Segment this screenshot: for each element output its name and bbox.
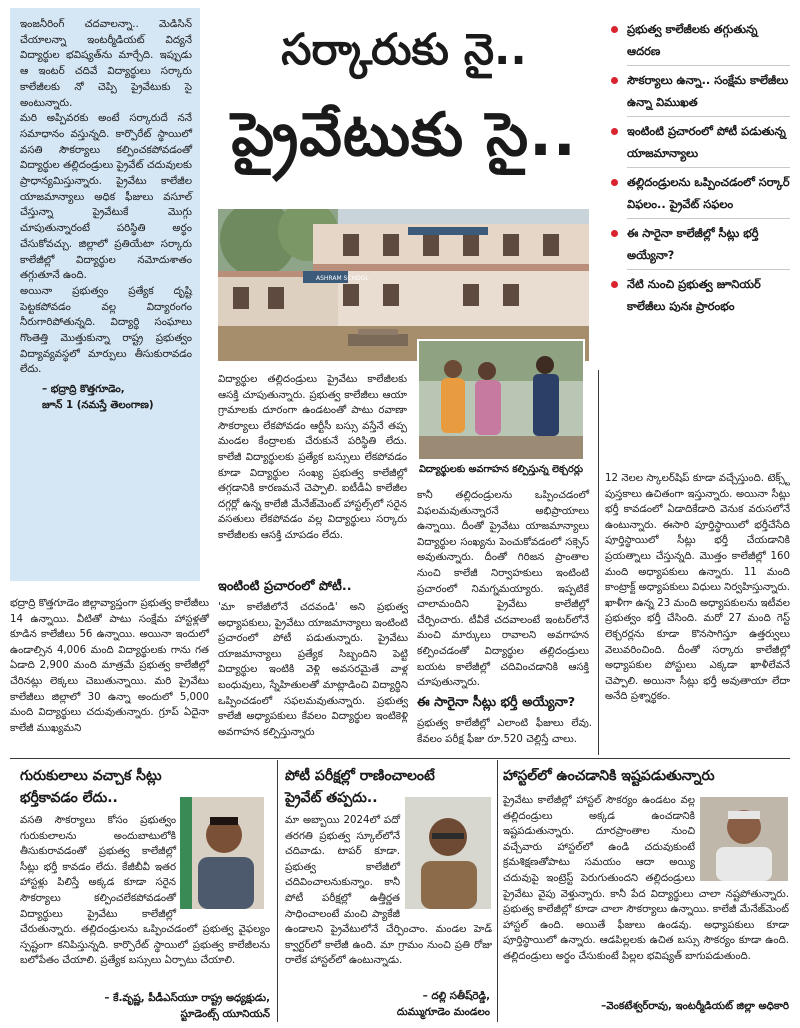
highlight-item — [605, 18, 790, 62]
quote-signature-1 — [20, 990, 270, 1022]
left-box-paragraph: ఇంజనీరింగ్ చదవాలన్నా.. మెడిసిన్ చేయాలన్నా ఇంటర్మీడియట్ విద్యనే విద్యార్థుల భవిష్యత్‌ను మార్చేది. ఇప్పుడు ఆ ఇంటర్ చదివే విద్యార్థులు సర్కారు కాలేజీలకు నో చెప్పి ప్రైవేటుకు సై అంటున్నారు. — [20, 18, 192, 109]
left-box-text — [20, 17, 192, 378]
quote-body-2 — [285, 813, 492, 973]
highlight-text: ఇంటింటి ప్రచారంలో పోటీ పడుతున్న యాజమాన్యాలు — [627, 124, 786, 160]
left-box-signature — [20, 382, 192, 413]
subhead-door-to-door — [218, 578, 408, 596]
headline — [210, 8, 598, 203]
highlight-text: ప్రభుత్వ కాలేజీలకు తగ్గుతున్న ఆదరణ — [627, 22, 758, 58]
headline-line1: సర్కారుకు నై.. — [281, 25, 527, 75]
article-column-middle: కానీ తల్లిదండ్రులను ఒప్పించడంలో విఫలమవుతున్నారనే అభిప్రాయాలు ఉన్నాయి. దీంతో ప్రైవేటు యాజమాన్యాలు విద్యార్థుల సంఖ్యను పెంచుకోవడంలో సక్సెస్ అవుతున్నారు. దీంతో గిరిజన ప్రాంతాల నుంచి కాలేజీ నిర్వాహకులు ఇంటింటి ప్రచారంలో నిమగ్నమయ్యారు. ఇప్పటికే చాలామందిని ప్రైవేటు కాలేజీల్లో చేర్పించారు. టీవీకే చదవాలంటే ఇంటర్‌లోనే మంచి మార్కులు రావాలని అవగాహన కల్పించడంతో విద్యార్థుల తల్లిదండ్రులు బయట కాలేజీల్లో చదివించడానికి ఆసక్తి చూపుతున్నారు. — [417, 490, 589, 689]
highlight-text: ఈ సారైనా కాలేజీల్లో సీట్లు భర్తీ అయ్యేనా? — [627, 226, 759, 262]
left-box-paragraph: మరి అప్పివరకు అంటే సర్కారుదే ననే సమాధానం వస్తున్నది. కార్పొరేట్ స్థాయిలో వసతి సౌకర్యాలు కల్పించకపోవడంతో విద్యార్థుల తల్లిదండ్రులు ప్రైవేట్ చదువులకు ప్రాధాన్యమిస్తున్నారు. ప్రైవేటు కాలేజీల యాజమాన్యాలు అధిక ఫీజులు వసూల్ చేస్తున్నా ప్రైవేటుకే మొగ్గు చూపుతున్నారంటే పరిస్థితి అర్థం చేసుకోవచ్చు. జిల్లాలో ప్రతియేటా సర్కారు కాలేజీల్లో విద్యార్థుల నమోదుశాతం తగ్గుతూనే ఉంది. — [20, 112, 192, 282]
subhead-title: ఇంటింటి ప్రచారంలో పోటీ.. — [218, 579, 352, 594]
quote-title-line1: పోటీ పరీక్షల్లో రాణించాలంటే — [285, 768, 435, 784]
highlight-text: తల్లిదండ్రులను ఒప్పించడంలో సర్కార్ విఫలం.. ప్రైవేట్ సఫలం — [627, 175, 790, 211]
quote-title-line1: గురుకులాలు వచ్చాక సీట్లు — [20, 768, 162, 784]
article-column-lower-right: ప్రభుత్వ కాలేజీల్లో ఎలాంటి ఫీజులు లేవు. కేవలం పరీక్ష ఫీజు రూ.520 చెల్లిస్తే చాలు. — [417, 718, 592, 745]
left-sidebar-box — [10, 8, 200, 581]
quote-signature-line2: దుమ్ముగూడెం మండలం — [396, 1006, 490, 1018]
red-bullet-icon — [611, 128, 618, 135]
article-column-lower-middle: 'మా కాలేజీలోనే చదవండి' అని ప్రభుత్వ అధ్యాపకులు, ప్రైవేటు యాజమాన్యాలు ఇంటింటి ప్రచారంలో పోటీ పడుతున్నారు. ప్రైవేటు యాజమాన్యాలు ప్రత్యేక సిబ్బందిని పెట్టి విద్యార్థుల ఇంటికి వెళ్లి అవసరమైతే వాళ్ల బంధువులు, స్నేహితులతో మాట్లాడించి విద్యార్థిని ఒప్పించడంలో సఫలమవుతున్నారు. ప్రభుత్వ కాలేజీ అధ్యాపకులు కేవలం విద్యార్థుల ఇంటికెళ్లి అవగాహన కల్పిస్తున్నారు — [218, 602, 408, 738]
quote-body-text: వసతి సౌకర్యాలు కోసం ప్రభుత్వం గురుకులాలను అందుబాటులోకి తీసుకురావడంతో ప్రభుత్వ కాలేజీల్లో సీట్లు భర్తీ కావడం లేదు. కేజీబీవీ ఇతర హాస్టళ్లు పిలిస్తే అక్కడ కూడా సరైన సౌకర్యాలు కల్పించలేకపోవడంతో విద్యార్థులు ప్రైవేటు కాలేజీల్లో చేరుతున్నారు. తల్లిదండ్రులను ఒప్పించడంలో ప్రభుత్వ వైఫల్యం స్పష్టంగా కనిపిస్తున్నది. కార్పొరేట్ స్థాయిలో ప్రభుత్వ కాలేజీలను బలోపేతం చేయాలి. ప్రత్యేక బస్సులు ఏర్పాటు చేయాలి. — [20, 815, 270, 967]
lecturers-students-photo — [417, 339, 585, 461]
school-sign-text: ASHRAM SCHOOL — [316, 275, 369, 282]
article-column-left: విద్యార్థుల తల్లిదండ్రులు ప్రైవేటు కాలేజీలకు ఆసక్తి చూపుతున్నారు. ప్రభుత్వ కాలేజీలు ఆయా గ్రామాలకు దూరంగా ఉండటంతో పాటు రవాణా సౌకర్యాలు లేకపోవడం ఆర్టీసీ బస్సు వస్తేనే తప్ప మండల కేంద్రాలకు చేరుకునే పరిస్థితి లేదు. కాలేజీ విద్యార్థులకు ప్రత్యేక బస్సులు లేకపోవడం కూడా విద్యార్థుల సంఖ్య ప్రభుత్వ కాలేజీల్లో తగ్గడానికి కారణమనే చెప్పాలి. ఐటీడీఏ కాలేజీల దగ్గర్లో ఉన్న కాలేజీ మేనేజ్‌మెంట్ హాస్టల్స్‌లో సరైన వసతులు లేకపోవడం వల్ల విద్యార్థులు సర్కారు కాలేజీలకు ఆసక్తి చూపడం లేదు. — [218, 374, 407, 541]
red-bullet-icon — [611, 77, 618, 84]
red-bullet-icon — [611, 281, 618, 288]
left-box-signature-line1: – భద్రాద్రి కొత్తగూడెం, — [42, 383, 125, 396]
left-box-paragraph: అయినా ప్రభుత్వం ప్రత్యేక దృష్టి పెట్టకపోవడం వల్ల విద్యారంగం నీరుగారిపోతున్నది. విద్యార్థి సంఘాలు గొంతెత్తి మొత్తుకున్నా రాష్ట్ర ప్రభుత్వం విద్యావ్యవస్థలో మార్పులు తీసుకురావడం లేదు. — [20, 284, 192, 376]
highlight-text: నేటి నుంచి ప్రభుత్వ జూనియర్ కాలేజీలు పునః ప్రారంభం — [627, 277, 761, 313]
article-column-right: 12 నెలల స్కాలర్‌షిప్ కూడా వచ్చేస్తుంది. టెక్స్ట్ పుస్తకాలు ఉచితంగా ఇస్తున్నారు. అయినా సీట్లు భర్తీ కావడంలో ఏడాదికేడాది వెనుక వరుసలోనే ఉంటున్నారు. ఈసారి పూర్తిస్థాయిలో భర్తీచేసేది పూర్తిస్థాయిలో సీట్లు భర్తీ చేయడానికి ప్రయత్నాలు చేస్తున్నది. మొత్తం కాలేజీల్లో 160 మంది అధ్యాపకులు ఉన్నారు. 11 మంది కాంట్రాక్ట్ అధ్యాపకులు విధులు నిర్వహిస్తున్నారు. ఖాళీగా ఉన్న 23 మంది అధ్యాపకులను ఇటీవల ప్రభుత్వం భర్తీ చేసింది. మరో 27 మంది గెస్ట్ లెక్చరర్లను కూడా కొనసాగిస్తూ ఉత్తర్వులు వెలువరించింది. దీంతో సర్కారు కాలేజీల్లో అధ్యాపకుల పోస్టులు ఎక్కడా ఖాళీలేవనే చెప్పాలి. అయినా సీట్లు భర్తీ అవుతాయా లేదా అనేది ప్రశ్నార్థకం. — [605, 473, 790, 703]
subhead-title: ఈ సారైనా సీట్లు భర్తీ అయ్యేనా? — [417, 695, 576, 710]
article-column-lower-left: భద్రాద్రి కొత్తగూడెం జిల్లావ్యాప్తంగా ప్రభుత్వ కాలేజీలు 14 ఉన్నాయి. వీటితో పాటు సంక్షేమ హాస్టళ్లతో కూడిన కాలేజీలు 56 ఉన్నాయి. అయినా ఇందులో ఉండాల్సిన 4,006 మంది విద్యార్థులకు గాను గత ఏడాది 2,900 మంది మాత్రమే ప్రభుత్వ కాలేజీల్లో చేరినట్లు లెక్కలు చెబుతున్నాయి. మరి ప్రైవేటు కాలేజీలు జిల్లాలో 30 ఉన్నా అందులో 5,000 మంది విద్యార్థులు చదువుతున్నారు. గ్రూప్ ఏదైనా కాలేజీ ముఖ్యమని — [10, 598, 209, 734]
red-bullet-icon — [611, 26, 618, 33]
quote-body-1 — [20, 813, 270, 990]
quote-signature-line2: స్టూడెంట్స్ యూనియన్ — [180, 1008, 270, 1020]
quote-signature-line1: –వెంకటేశ్వర్‌రావు, ఇంటర్మీడియట్ జిల్లా అధికారి — [601, 1000, 789, 1012]
quote-signature-2 — [285, 988, 490, 1020]
quote-body-text: మా అబ్బాయి 2024లో పదో తరగతి ప్రభుత్వ స్కూల్‌లోనే చదివాడు. టాపర్‌ కూడా. ప్రభుత్వ కాలేజీలో చదివించాలనుకున్నాం. కానీ పోటీ పరీక్షల్లో ఉత్తీర్ణత సాధించాలంటే మంచి ప్యాకేజీ ఉండాలని ప్రైవేటులోనే చేర్పించాం. మండల హెడ్ క్వార్టర్‌లో కాలేజీ ఉంది. మా గ్రామం నుంచి ప్రతి రోజు రాలేక హాస్టల్‌లో ఉంటున్నాడు. — [285, 815, 492, 967]
highlight-item — [605, 69, 790, 113]
highlight-item — [605, 120, 790, 164]
quote-box-3 — [503, 765, 791, 787]
subhead-seats — [417, 694, 592, 712]
highlight-text: సౌకర్యాలు ఉన్నా.. సంక్షేమ కాలేజీలు ఉన్నా విముఖత — [627, 73, 789, 109]
highlight-item — [605, 171, 790, 215]
quote-body-3 — [503, 793, 789, 991]
left-box-signature-line2: జూన్ 1 (నమస్తే తెలంగాణ) — [42, 398, 154, 411]
red-bullet-icon — [611, 230, 618, 237]
red-bullet-icon — [611, 179, 618, 186]
quote-body-text: ప్రైవేటు కాలేజీల్లో హాస్టల్ సౌకర్యం ఉండటం వల్ల తల్లిదండ్రులు అక్కడ ఉంచడానికి ఇష్టపడుతున్నారు. దూరప్రాంతాల నుంచి వచ్చేవారు హాస్టల్‌లో ఉండి చదువుకుంటే క్రమశిక్షణతోపాటు సమయం ఆదా అయ్యి చదువుపై ఇంట్రెస్ట్ పెరుగుతుందని తల్లిదండ్రులు ప్రైవేటు వైపు వెళ్తున్నారు. కానీ పేద విద్యార్థులు చాలా నష్టపోతున్నారు. ప్రభుత్వ కాలేజీల్లో కూడా చాలా సౌకర్యాలు ఉన్నాయి. కాలేజీ మేనేజ్‌మెంట్ హాస్టల్ ఉంది. అయితే ఫీజులు ఉండవు. అధ్యాపకులు కూడా పూర్తిస్థాయిలో ఉన్నారు. ఆడపిల్లలకు ఉచిత బస్సు సౌకర్యం కూడా ఉంది. తల్లిదండ్రులు అర్థం చేసుకుంటే పిల్లల భవిష్యత్ బాగుపడుతుంది. — [503, 795, 789, 962]
photo-caption: విద్యార్థులకు అవగాహన కల్పిస్తున్న లెక్చరర్లు — [418, 464, 584, 475]
highlight-item — [605, 222, 790, 266]
headline-line2: ప్రైవేటుకు సై.. — [231, 100, 577, 170]
quote-signature-3 — [503, 998, 789, 1014]
lecturers-students-image — [419, 341, 583, 459]
quote-title-line2: ప్రైవేట్ తప్పదు.. — [285, 790, 378, 806]
quote-title-line1: హాస్టల్‌లో ఉంచడానికి ఇష్టపడుతున్నారు — [503, 768, 715, 784]
quote-title-line2: భర్తీకావడం లేదు.. — [20, 790, 118, 806]
highlight-item — [605, 273, 790, 317]
quote-signature-line1: – దల్లి సతీష్‌రెడ్డి, — [422, 990, 490, 1002]
quote-signature-line1: – కే.వృష్ణ, పీడీఎస్‌యూ రాష్ట్ర అధ్యక్షుడు, — [104, 992, 270, 1004]
highlights-box — [605, 18, 790, 363]
